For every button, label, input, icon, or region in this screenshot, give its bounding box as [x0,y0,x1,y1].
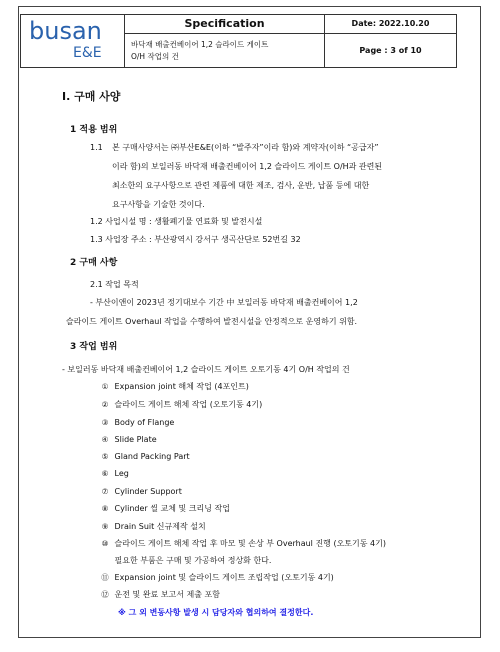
document-date: Date: 2022.10.20 [324,14,457,34]
logo-text: busan [29,17,102,45]
section-title: I. 구매 사양 [62,90,121,103]
scope-item [98,573,334,583]
item-number: ⑩ [101,539,109,548]
s1-1-line: 이라 함)의 보일러동 바닥재 배출컨베이어 1,2 슬라이드 게이트 O/H과 관련된 [112,162,383,171]
scope-item [98,469,129,479]
item-text: Gland Packing Part [114,452,190,461]
item-number: ⑨ [101,522,109,531]
item-number: ⑪ [101,573,109,582]
s2-heading: 2 구매 사항 [70,258,118,268]
document-header [20,14,457,68]
s2-line-1: - 부산이앤이 2023년 정기대보수 기간 中 보일러동 바닥재 배출컨베이어 1,2 [90,298,358,307]
s2-subheading: 2.1 작업 목적 [90,280,139,289]
subject [124,33,325,68]
scope-note: ※ 그 외 변동사항 발생 시 담당자와 협의하여 결정한다. [118,608,314,617]
item-number: ⑥ [101,469,109,478]
item-text: Slide Plate [114,435,157,444]
item-text: Leg [114,469,129,478]
logo-subtext: E&E [73,45,102,61]
scope-item [98,539,386,549]
item-number: ④ [101,435,109,444]
item-text: Expansion joint 및 슬라이드 게이트 조립작업 (오토기동 4기) [114,573,334,582]
item-text: 운전 및 완료 보고서 제출 포함 [114,590,220,599]
item-number: ② [101,400,109,409]
item-number: ③ [101,418,109,427]
subject-line-2: O/H 작업의 건 [131,52,179,61]
item-text: Body of Flange [114,418,175,427]
s1-heading: 1 적용 범위 [70,125,118,135]
page-number: Page : 3 of 10 [324,33,457,68]
subject-line-1: 바닥재 배출컨베이어 1,2 슬라이드 게이트 [131,40,269,49]
scope-item [98,400,262,410]
s3-intro: - 보일러동 바닥재 배출컨베이어 1,2 슬라이드 게이트 오토기동 4기 O/H 작업의 건 [62,365,350,374]
item-text: Drain Suit 신규제작 설치 [114,522,206,531]
scope-item [98,487,182,497]
spec-title: Specification [124,14,325,34]
scope-item [98,556,271,566]
scope-item [98,590,220,600]
item-text: 필요한 부품은 구매 및 가공하여 정상화 한다. [114,556,272,565]
item-text: 슬라이드 게이트 해체 작업 (오토기동 4기) [114,400,263,409]
scope-item [98,382,249,392]
item-number: ⑧ [101,504,109,513]
scope-item [98,418,174,428]
item-text: 슬라이드 게이트 해체 작업 후 마모 및 손상 부 Overhaul 진행 (오토기동 4기) [114,539,386,548]
scope-item [98,504,230,514]
s3-heading: 3 작업 범위 [70,342,118,352]
scope-item [98,435,157,445]
s1-3-line: 1.3 사업장 주소 : 부산광역시 강서구 생곡산단로 52번길 32 [90,235,301,244]
s2-line-2: 슬라이드 게이트 Overhaul 작업을 수행하여 발전시설을 안정적으로 운영하기 위함. [66,317,358,326]
scope-item [98,452,190,462]
s1-2-line: 1.2 사업시설 명 : 생활폐기물 연료화 및 발전시설 [90,217,263,226]
s1-1-number: 1.1 [90,143,103,152]
scope-item [98,522,206,532]
item-text: Cylinder 씰 교체 및 크리닝 작업 [114,504,230,513]
item-number: ⑫ [101,590,109,599]
s1-1-line: 본 구매사양서는 ㈜부산E&E(이하 “발주자”이라 함)와 계약자(이하 “공급자” [112,143,379,152]
item-text: Expansion joint 해체 작업 (4포인트) [114,382,249,391]
s1-1-line: 요구사항을 기술한 것이다. [112,200,205,209]
item-number: ① [101,382,109,391]
company-logo [20,14,125,68]
item-number: ⑤ [101,452,109,461]
item-number: ⑦ [101,487,109,496]
s1-1-line: 최소한의 요구사항으로 관련 제품에 대한 제조, 검사, 운반, 납품 등에 대한 [112,181,370,190]
item-text: Cylinder Support [114,487,182,496]
